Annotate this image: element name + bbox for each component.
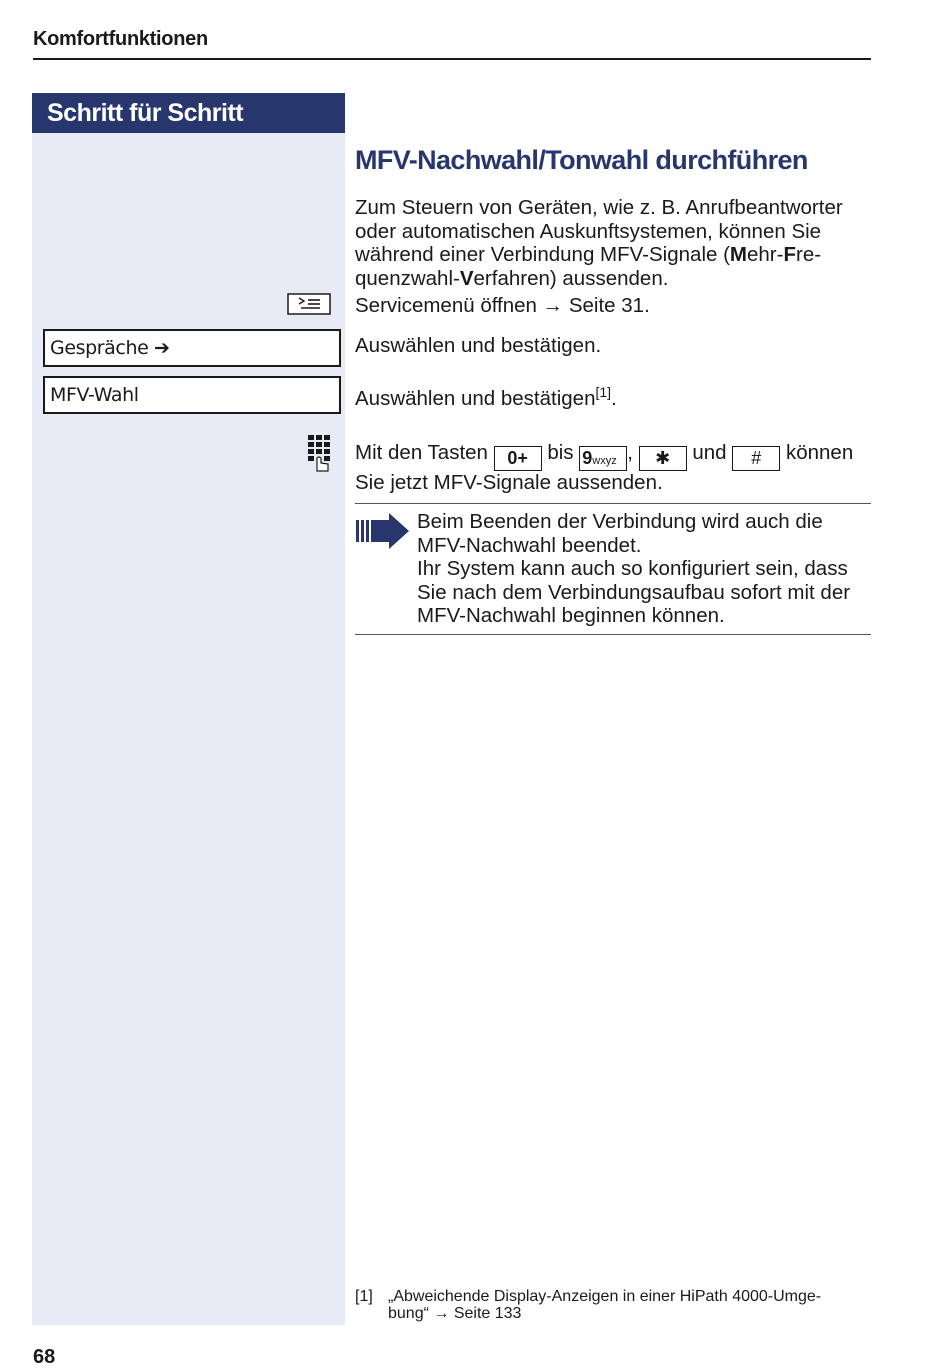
key-star-icon: ✱ <box>639 446 687 471</box>
arrow-right-icon: → <box>433 1305 450 1322</box>
key-9-icon: 9wxyz <box>579 446 627 471</box>
intro-paragraph: Zum Steuern von Geräten, wie z. B. Anrufbeantworter oder automatischen Auskunftsystemen, können Sie während einer Verbindung MFV-Signale (Mehr-Fre-quenzwahl-Verfahren) aussenden. <box>355 196 843 290</box>
footnote <box>355 1288 875 1322</box>
key-hash-icon: # <box>732 446 780 471</box>
footnote-page-link[interactable]: Seite 133 <box>449 1305 522 1322</box>
step-service-menu: Servicemenü öffnen → Seite 31. <box>355 294 650 317</box>
step-select-2: Auswählen und bestätigen[1]. <box>355 384 617 410</box>
menu-item-gespraeche[interactable]: Gespräche ➔ <box>43 329 341 367</box>
page-reference-link[interactable]: Seite 31. <box>563 294 650 317</box>
footnote-text: „Abweichende Display-Anzeigen in einer HiPath 4000-Umge-bung“ → Seite 133 <box>388 1288 822 1322</box>
header-rule <box>33 58 871 60</box>
page-title: MFV-Nachwahl/Tonwahl durchführen <box>355 145 808 175</box>
step-dial-keys: Mit den Tasten 0+ bis 9wxyz , ✱ und # können Sie jetzt MFV-Signale aussenden. <box>355 441 854 494</box>
menu-item-mfv-wahl[interactable]: MFV-Wahl <box>43 376 341 414</box>
keypad-icon <box>306 434 334 479</box>
service-menu-icon <box>287 293 331 320</box>
note-line-1: Beim Beenden der Verbindung wird auch die MFV-Nachwahl beendet. <box>417 510 823 557</box>
page-number: 68 <box>33 1346 56 1368</box>
note-line-2: Ihr System kann auch so konfiguriert sein, dass Sie nach dem Verbindungsaufbau sofort mit der MFV-Nachwahl beginnen können. <box>417 557 851 627</box>
footnote-label: [1] <box>355 1288 373 1305</box>
key-0-plus-icon: 0+ <box>494 446 542 471</box>
section-header: Komfortfunktionen <box>33 28 208 50</box>
footnote-marker[interactable]: [1] <box>595 384 612 400</box>
note-arrow-icon <box>356 512 410 555</box>
sidebar-heading: Schritt für Schritt <box>32 93 345 133</box>
step-select-1: Auswählen und bestätigen. <box>355 334 602 357</box>
note-text <box>417 510 872 628</box>
arrow-right-icon: → <box>542 294 564 317</box>
